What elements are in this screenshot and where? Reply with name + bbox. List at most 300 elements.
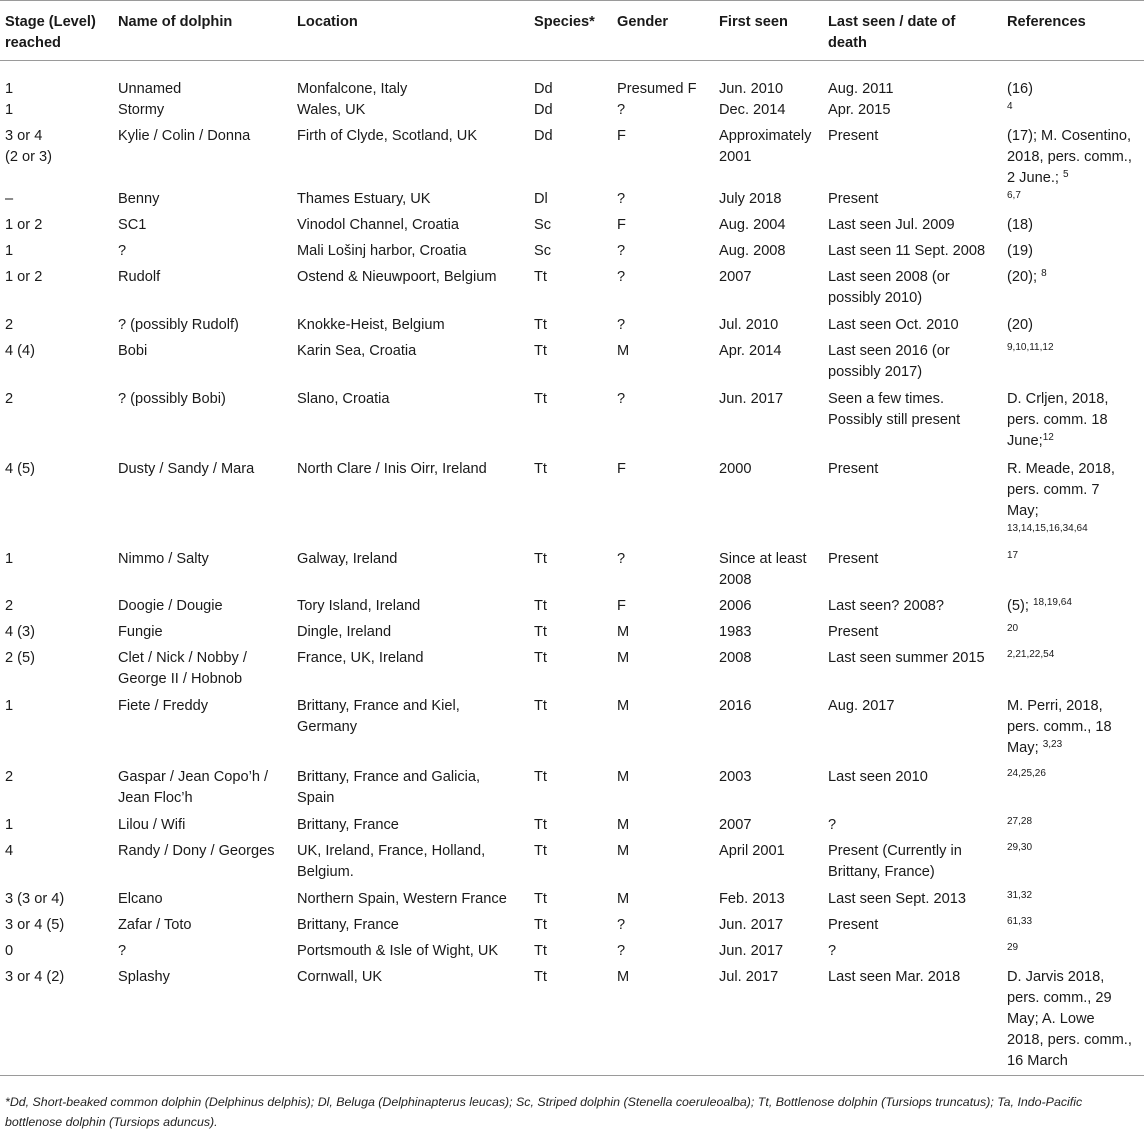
cell-text: ? (possibly Rudolf): [118, 317, 239, 333]
first-seen-cell: [715, 126, 824, 189]
cell-text: Tt: [534, 343, 547, 359]
cell-text: UK, Ireland, France, Holland, Belgium.: [297, 843, 486, 880]
species-cell: [530, 941, 613, 967]
location-cell: [293, 889, 530, 915]
cell-text: Tt: [534, 624, 547, 640]
cell-text: Tt: [534, 650, 547, 666]
location-cell: [293, 100, 530, 126]
last-seen-cell: [824, 941, 1003, 967]
stage-cell: [0, 815, 114, 841]
stage-cell: [0, 696, 114, 767]
header-last-seen: Last seen / date of death: [824, 1, 1003, 61]
cell-text: 2: [5, 598, 14, 614]
cell-text: ?: [617, 943, 626, 959]
cell-text: Karin Sea, Croatia: [297, 343, 417, 359]
cell-text: Vinodol Channel, Croatia: [297, 217, 459, 233]
last-seen-cell: [824, 61, 1003, 101]
header-gender: Gender: [613, 1, 715, 61]
gender-cell: [613, 315, 715, 341]
cell-text: ? (possibly Bobi): [118, 391, 226, 407]
references-cell: [1003, 767, 1144, 815]
last-seen-cell: [824, 315, 1003, 341]
table-row: [0, 389, 1144, 459]
name-cell: [114, 549, 293, 596]
cell-text: Northern Spain, Western France: [297, 891, 507, 907]
cell-text: Jun. 2010: [719, 81, 784, 97]
cell-text: Slano, Croatia: [297, 391, 390, 407]
name-cell: [114, 100, 293, 126]
cell-text: 1: [5, 81, 14, 97]
cell-text: Tt: [534, 551, 547, 567]
cell-text: Seen a few times. Possibly still present: [828, 391, 961, 428]
reference-superscript: 6,7: [1007, 190, 1021, 201]
cell-text: Sc: [534, 243, 552, 259]
table-footnote: *Dd, Short-beaked common dolphin (Delphinus delphis); Dl, Beluga (Delphinapterus leucas); Sc, Striped dolphin (Stenella coeruleoalba); Tt, Bottlenose dolphin (Tursiops truncatus); Ta, Indo-Pacific bottlenose dolphin (Tursiops aduncus).: [5, 1095, 1083, 1129]
location-cell: [293, 341, 530, 389]
table-row: [0, 341, 1144, 389]
name-cell: [114, 215, 293, 241]
last-seen-cell: [824, 100, 1003, 126]
location-cell: [293, 941, 530, 967]
cell-text: Kylie / Colin / Donna: [118, 128, 251, 144]
cell-text: Approximately 2001: [719, 128, 812, 165]
first-seen-cell: [715, 459, 824, 549]
table-row: [0, 815, 1144, 841]
cell-text: Tt: [534, 269, 547, 285]
cell-text: Rudolf: [118, 269, 161, 285]
name-cell: [114, 61, 293, 101]
cell-text: 1: [5, 243, 14, 259]
cell-text: Last seen 2016 (or possibly 2017): [828, 343, 950, 380]
reference-superscript: 61,33: [1007, 916, 1033, 927]
last-seen-cell: [824, 389, 1003, 459]
cell-text: 1 or 2: [5, 217, 43, 233]
reference-superscript: 12: [1042, 432, 1054, 443]
cell-text: Tory Island, Ireland: [297, 598, 421, 614]
first-seen-cell: [715, 941, 824, 967]
reference-text: (19): [1007, 243, 1033, 259]
cell-text: Galway, Ireland: [297, 551, 398, 567]
cell-text: Thames Estuary, UK: [297, 191, 431, 207]
cell-text: Present: [828, 461, 879, 477]
cell-text: Present: [828, 191, 879, 207]
cell-text: Present: [828, 128, 879, 144]
cell-text: M: [617, 969, 630, 985]
cell-text: Aug. 2008: [719, 243, 786, 259]
last-seen-cell: [824, 267, 1003, 315]
table-row: [0, 267, 1144, 315]
cell-text: ?: [617, 191, 626, 207]
first-seen-cell: [715, 889, 824, 915]
cell-text: Splashy: [118, 969, 170, 985]
first-seen-cell: [715, 767, 824, 815]
cell-text: 2008: [719, 650, 752, 666]
name-cell: [114, 189, 293, 215]
reference-superscript: 3,23: [1042, 739, 1063, 750]
references-cell: [1003, 61, 1144, 101]
references-cell: [1003, 596, 1144, 622]
location-cell: [293, 815, 530, 841]
location-cell: [293, 459, 530, 549]
table-row: [0, 696, 1144, 767]
cell-text: 2: [5, 769, 14, 785]
table-row: [0, 189, 1144, 215]
reference-superscript: 4: [1007, 101, 1013, 112]
cell-text: ?: [617, 317, 626, 333]
cell-text: Dl: [534, 191, 548, 207]
reference-text: (18): [1007, 217, 1033, 233]
table-row: [0, 315, 1144, 341]
references-cell: [1003, 100, 1144, 126]
header-species: Species*: [530, 1, 613, 61]
gender-cell: [613, 215, 715, 241]
cell-text: ?: [617, 391, 626, 407]
cell-text: ?: [617, 102, 626, 118]
gender-cell: [613, 596, 715, 622]
gender-cell: [613, 889, 715, 915]
reference-superscript: 29: [1007, 942, 1019, 953]
cell-text: Aug. 2004: [719, 217, 786, 233]
stage-cell: [0, 941, 114, 967]
species-cell: [530, 696, 613, 767]
cell-text: ?: [617, 243, 626, 259]
cell-text: M: [617, 817, 630, 833]
reference-superscript: 5: [1062, 169, 1069, 180]
name-cell: [114, 648, 293, 696]
name-cell: [114, 241, 293, 267]
location-cell: [293, 126, 530, 189]
cell-text: 1: [5, 102, 14, 118]
first-seen-cell: [715, 815, 824, 841]
gender-cell: [613, 841, 715, 889]
cell-text: Tt: [534, 769, 547, 785]
cell-text: Firth of Clyde, Scotland, UK: [297, 128, 478, 144]
header-references: References: [1003, 1, 1144, 61]
species-cell: [530, 389, 613, 459]
cell-text: Last seen Jul. 2009: [828, 217, 955, 233]
table-row: [0, 549, 1144, 596]
cell-text: France, UK, Ireland: [297, 650, 424, 666]
last-seen-cell: [824, 459, 1003, 549]
reference-superscript: 24,25,26: [1007, 768, 1046, 779]
table-row: [0, 100, 1144, 126]
cell-text: Last seen Sept. 2013: [828, 891, 966, 907]
cell-text: Last seen? 2008?: [828, 598, 945, 614]
references-cell: [1003, 341, 1144, 389]
cell-text: Present (Currently in Brittany, France): [828, 843, 962, 880]
reference-text: (16): [1007, 81, 1033, 97]
table-row: [0, 841, 1144, 889]
cell-text: Monfalcone, Italy: [297, 81, 408, 97]
cell-text: 3 or 4 (2): [5, 969, 65, 985]
name-cell: [114, 841, 293, 889]
cell-text: –: [5, 191, 14, 207]
references-cell: [1003, 549, 1144, 596]
gender-cell: [613, 61, 715, 101]
cell-text: Feb. 2013: [719, 891, 785, 907]
cell-text: Apr. 2014: [719, 343, 782, 359]
references-cell: [1003, 389, 1144, 459]
name-cell: [114, 967, 293, 1076]
cell-text: Tt: [534, 969, 547, 985]
table-row: [0, 459, 1144, 549]
reference-text: (5);: [1007, 598, 1033, 614]
reference-text: D. Jarvis 2018, pers. comm., 29 May; A. Lowe 2018, pers. comm., 16 March: [1007, 969, 1132, 1069]
location-cell: [293, 61, 530, 101]
gender-cell: [613, 241, 715, 267]
cell-text: Present: [828, 917, 879, 933]
species-cell: [530, 967, 613, 1076]
location-cell: [293, 596, 530, 622]
cell-text: 2: [5, 391, 14, 407]
stage-cell: [0, 100, 114, 126]
cell-text: Gaspar / Jean Copo’h / Jean Floc’h: [118, 769, 269, 806]
cell-text: Tt: [534, 817, 547, 833]
species-cell: [530, 459, 613, 549]
name-cell: [114, 126, 293, 189]
table-header: [0, 1, 1144, 61]
first-seen-cell: [715, 215, 824, 241]
species-cell: [530, 648, 613, 696]
cell-text: Tt: [534, 891, 547, 907]
species-cell: [530, 767, 613, 815]
table-row: [0, 126, 1144, 189]
reference-text: (20);: [1007, 269, 1042, 285]
stage-cell: [0, 841, 114, 889]
cell-text: Jun. 2017: [719, 391, 784, 407]
stage-cell: [0, 549, 114, 596]
first-seen-cell: [715, 100, 824, 126]
first-seen-cell: [715, 389, 824, 459]
table-row: [0, 596, 1144, 622]
table-row: [0, 889, 1144, 915]
cell-text: M: [617, 650, 630, 666]
cell-text: Jul. 2010: [719, 317, 779, 333]
last-seen-cell: [824, 549, 1003, 596]
cell-text: 2007: [719, 817, 752, 833]
gender-cell: [613, 941, 715, 967]
references-cell: [1003, 622, 1144, 648]
cell-text: ?: [828, 817, 837, 833]
table-row: [0, 967, 1144, 1076]
name-cell: [114, 915, 293, 941]
first-seen-cell: [715, 622, 824, 648]
cell-text: Bobi: [118, 343, 148, 359]
cell-text: Tt: [534, 598, 547, 614]
species-cell: [530, 549, 613, 596]
reference-text: D. Crljen, 2018, pers. comm. 18 June;: [1007, 391, 1109, 449]
cell-text: Brittany, France: [297, 917, 399, 933]
stage-cell: [0, 241, 114, 267]
cell-text: Ostend & Nieuwpoort, Belgium: [297, 269, 497, 285]
header-first-seen: First seen: [715, 1, 824, 61]
cell-text: Last seen Mar. 2018: [828, 969, 961, 985]
references-cell: [1003, 696, 1144, 767]
last-seen-cell: [824, 889, 1003, 915]
cell-text: ?: [118, 243, 127, 259]
cell-text: M: [617, 624, 630, 640]
reference-superscript: 8: [1041, 268, 1047, 279]
gender-cell: [613, 696, 715, 767]
references-cell: [1003, 967, 1144, 1076]
location-cell: [293, 622, 530, 648]
stage-cell: [0, 267, 114, 315]
cell-text: F: [617, 217, 626, 233]
reference-text: (17); M. Cosentino, 2018, pers. comm., 2 June.;: [1007, 128, 1132, 186]
last-seen-cell: [824, 696, 1003, 767]
reference-superscript: 20: [1007, 623, 1019, 634]
name-cell: [114, 459, 293, 549]
table-body: [0, 61, 1144, 1076]
cell-text: 4 (4): [5, 343, 36, 359]
name-cell: [114, 622, 293, 648]
table-row: [0, 648, 1144, 696]
cell-text: Last seen 2010: [828, 769, 928, 785]
header-name: Name of dolphin: [114, 1, 293, 61]
cell-text: Tt: [534, 461, 547, 477]
stage-cell: [0, 215, 114, 241]
species-cell: [530, 215, 613, 241]
gender-cell: [613, 915, 715, 941]
references-cell: [1003, 241, 1144, 267]
last-seen-cell: [824, 215, 1003, 241]
name-cell: [114, 941, 293, 967]
stage-cell: [0, 596, 114, 622]
cell-text: 2: [5, 317, 14, 333]
cell-text: Aug. 2011: [828, 81, 894, 97]
cell-text: 2007: [719, 269, 752, 285]
stage-cell: [0, 315, 114, 341]
gender-cell: [613, 815, 715, 841]
cell-text: M: [617, 698, 630, 714]
cell-text: July 2018: [719, 191, 782, 207]
reference-text: R. Meade, 2018, pers. comm. 7 May;: [1007, 461, 1115, 519]
table-row: [0, 767, 1144, 815]
stage-cell: [0, 389, 114, 459]
last-seen-cell: [824, 648, 1003, 696]
last-seen-cell: [824, 815, 1003, 841]
first-seen-cell: [715, 596, 824, 622]
table-row: [0, 941, 1144, 967]
cell-text: ?: [617, 551, 626, 567]
cell-text: Portsmouth & Isle of Wight, UK: [297, 943, 499, 959]
reference-text: (20): [1007, 317, 1033, 333]
cell-text: 3 or 4 (5): [5, 917, 65, 933]
stage-cell: [0, 622, 114, 648]
stage-cell: [0, 341, 114, 389]
table-row: [0, 915, 1144, 941]
cell-text: Elcano: [118, 891, 163, 907]
cell-text: Dingle, Ireland: [297, 624, 392, 640]
cell-text: 4 (5): [5, 461, 36, 477]
species-cell: [530, 126, 613, 189]
cell-text: M: [617, 891, 630, 907]
cell-text: Tt: [534, 917, 547, 933]
references-cell: [1003, 267, 1144, 315]
cell-text: Dd: [534, 81, 553, 97]
cell-text: Brittany, France and Kiel, Germany: [297, 698, 460, 735]
cell-text: M: [617, 343, 630, 359]
reference-superscript: 13,14,15,16,34,64: [1007, 523, 1088, 534]
cell-text: Present: [828, 551, 879, 567]
species-cell: [530, 189, 613, 215]
reference-superscript: 18,19,64: [1032, 597, 1072, 608]
cell-text: Apr. 2015: [828, 102, 891, 118]
reference-superscript: 29,30: [1007, 842, 1033, 853]
gender-cell: [613, 341, 715, 389]
cell-text: Jun. 2017: [719, 943, 784, 959]
cell-text: Tt: [534, 698, 547, 714]
cell-text: Dusty / Sandy / Mara: [118, 461, 255, 477]
location-cell: [293, 549, 530, 596]
references-cell: [1003, 215, 1144, 241]
last-seen-cell: [824, 241, 1003, 267]
last-seen-cell: [824, 767, 1003, 815]
reference-text: M. Perri, 2018, pers. comm., 18 May;: [1007, 698, 1112, 756]
name-cell: [114, 341, 293, 389]
gender-cell: [613, 389, 715, 459]
references-cell: [1003, 189, 1144, 215]
species-cell: [530, 267, 613, 315]
species-cell: [530, 889, 613, 915]
cell-text: M: [617, 769, 630, 785]
header-row: [0, 1, 1144, 61]
table-row: [0, 622, 1144, 648]
cell-text: ?: [118, 943, 127, 959]
cell-text: Since at least 2008: [719, 551, 807, 588]
stage-cell: [0, 61, 114, 101]
cell-text: Sc: [534, 217, 552, 233]
species-cell: [530, 841, 613, 889]
last-seen-cell: [824, 967, 1003, 1076]
cell-text: Lilou / Wifi: [118, 817, 186, 833]
cell-text: 2006: [719, 598, 752, 614]
last-seen-cell: [824, 126, 1003, 189]
cell-text: Last seen Oct. 2010: [828, 317, 959, 333]
cell-text: Presumed F: [617, 81, 697, 97]
cell-text: 1 or 2: [5, 269, 43, 285]
location-cell: [293, 696, 530, 767]
reference-superscript: 9,10,11,12: [1007, 342, 1054, 353]
name-cell: [114, 596, 293, 622]
stage-cell: [0, 967, 114, 1076]
location-cell: [293, 841, 530, 889]
references-cell: [1003, 889, 1144, 915]
first-seen-cell: [715, 648, 824, 696]
last-seen-cell: [824, 915, 1003, 941]
header-location: Location: [293, 1, 530, 61]
name-cell: [114, 815, 293, 841]
cell-text: Fiete / Freddy: [118, 698, 209, 714]
species-cell: [530, 341, 613, 389]
cell-text: Dec. 2014: [719, 102, 786, 118]
species-cell: [530, 622, 613, 648]
cell-text: Doogie / Dougie: [118, 598, 223, 614]
last-seen-cell: [824, 841, 1003, 889]
location-cell: [293, 648, 530, 696]
name-cell: [114, 696, 293, 767]
reference-superscript: 27,28: [1007, 816, 1033, 827]
references-cell: [1003, 126, 1144, 189]
location-cell: [293, 967, 530, 1076]
cell-text: ?: [617, 917, 626, 933]
cell-text: 4: [5, 843, 14, 859]
cell-text: Unnamed: [118, 81, 182, 97]
stage-cell: [0, 126, 114, 189]
references-cell: [1003, 648, 1144, 696]
cell-text: Nimmo / Salty: [118, 551, 209, 567]
gender-cell: [613, 767, 715, 815]
